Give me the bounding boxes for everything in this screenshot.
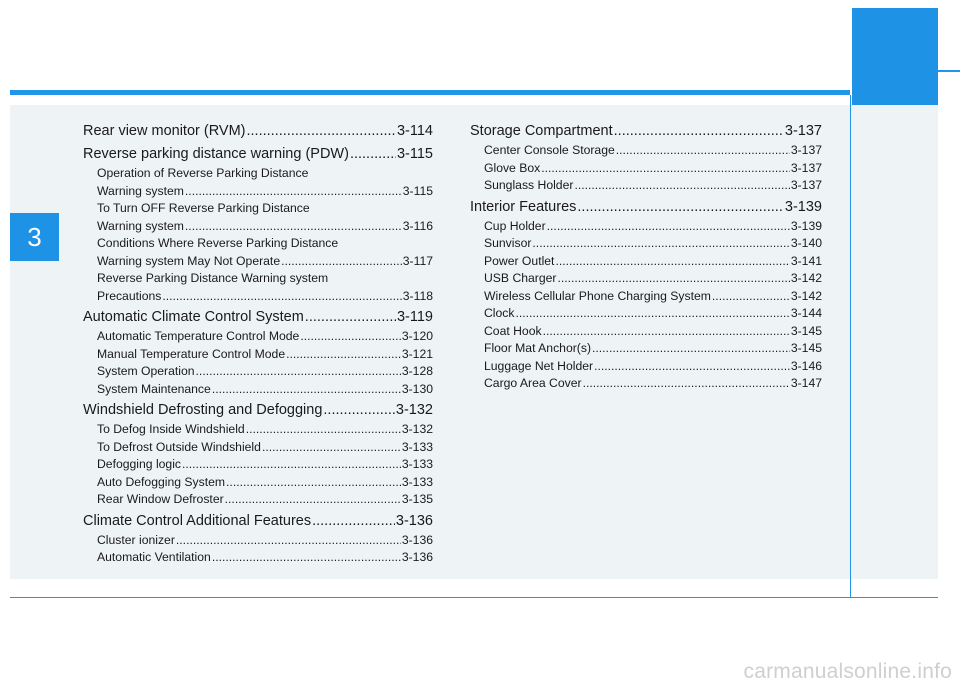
toc-entry-label: Rear view monitor (RVM) — [83, 123, 246, 139]
dot-leader — [547, 218, 790, 236]
toc-entry-label: Auto Defogging System — [97, 474, 226, 489]
dot-leader — [281, 253, 402, 271]
toc-entry-label-line: Conditions Where Reverse Parking Distance — [97, 236, 339, 250]
dot-leader — [557, 270, 789, 288]
dot-leader — [541, 160, 790, 178]
dot-leader — [592, 340, 790, 358]
dot-leader — [532, 235, 789, 253]
toc-left-column — [83, 121, 433, 567]
toc-page-number: 3-118 — [402, 288, 433, 303]
dot-leader — [226, 474, 401, 492]
toc-entry-label: Rear Window Defroster — [97, 492, 224, 506]
toc-page-number: 3-132 — [395, 402, 433, 418]
toc-page-number: 3-145 — [790, 341, 822, 355]
toc-subsection-entry[interactable] — [470, 142, 822, 160]
toc-entry-label: Wireless Cellular Phone Charging System — [484, 288, 711, 303]
toc-entry-label: Clock — [484, 306, 515, 320]
toc-page-number: 3-137 — [790, 160, 822, 175]
toc-entry-label: Interior Features — [470, 198, 577, 215]
toc-page-number: 3-117 — [402, 253, 433, 268]
toc-entry-label: To Defrost Outside Windshield — [97, 439, 261, 454]
toc-entry-label: Automatic Temperature Control Mode — [97, 329, 300, 343]
vertical-rule — [850, 95, 851, 598]
toc-entry-label: Climate Control Additional Features — [83, 512, 312, 529]
toc-page-number: 3-128 — [401, 364, 433, 378]
toc-subsection-entry[interactable] — [470, 177, 822, 195]
toc-subsection-entry[interactable] — [83, 456, 433, 474]
toc-entry-label: Storage Compartment — [470, 123, 613, 139]
toc-page-number: 3-136 — [401, 550, 433, 564]
toc-right-column — [470, 121, 822, 393]
toc-page-number: 3-115 — [396, 146, 433, 162]
dot-leader — [225, 491, 401, 509]
toc-page-number: 3-145 — [790, 323, 822, 338]
dot-leader — [543, 323, 790, 341]
dot-leader — [196, 363, 401, 381]
toc-entry-label: To Defog Inside Windshield — [97, 422, 245, 436]
toc-subsection-entry[interactable] — [470, 288, 822, 306]
dot-leader — [185, 218, 402, 236]
toc-entry-label-line: To Turn OFF Reverse Parking Distance — [97, 201, 310, 215]
toc-page-number: 3-130 — [401, 381, 433, 396]
toc-subsection-entry[interactable] — [470, 375, 822, 393]
dot-leader — [594, 358, 790, 376]
toc-page-number: 3-144 — [790, 306, 822, 320]
toc-entry-label-line: Reverse Parking Distance Warning system — [97, 271, 329, 285]
dot-leader — [305, 307, 396, 328]
toc-subsection-entry[interactable] — [83, 288, 433, 306]
toc-entry-label: Coat Hook — [484, 323, 542, 338]
toc-page-number: 3-137 — [790, 178, 822, 192]
dot-leader — [574, 177, 789, 195]
dot-leader — [577, 197, 784, 218]
dot-leader — [614, 121, 784, 142]
dot-leader — [247, 121, 396, 142]
dot-leader — [583, 375, 790, 393]
toc-page-number: 3-139 — [784, 198, 822, 215]
toc-subsection-entry[interactable] — [83, 549, 433, 567]
toc-subsection-entry[interactable] — [470, 323, 822, 341]
toc-section-entry[interactable] — [470, 121, 822, 142]
toc-entry-label: Precautions — [97, 288, 162, 303]
toc-subsection-entry[interactable] — [83, 491, 433, 509]
bottom-rule — [10, 597, 938, 598]
top-rule — [10, 90, 850, 95]
toc-entry-label: Cluster ionizer — [97, 532, 175, 547]
toc-entry-label: Defogging logic — [97, 457, 182, 471]
toc-subsection-entry[interactable] — [470, 160, 822, 178]
toc-page-number: 3-133 — [401, 457, 433, 471]
dot-leader — [185, 183, 402, 201]
toc-entry-label: System Maintenance — [97, 381, 211, 396]
toc-subsection-entry[interactable] — [470, 235, 822, 253]
toc-page-number: 3-133 — [401, 474, 433, 489]
toc-entry-label: Floor Mat Anchor(s) — [484, 341, 592, 355]
toc-subsection-entry[interactable] — [470, 358, 822, 376]
toc-entry-label: Cup Holder — [484, 218, 546, 233]
toc-page-number: 3-146 — [790, 358, 822, 373]
dot-leader — [555, 253, 789, 271]
toc-page-number: 3-135 — [401, 492, 433, 506]
chapter-tab-block — [852, 8, 938, 109]
toc-section-entry[interactable] — [83, 121, 433, 142]
dot-leader — [286, 346, 401, 364]
toc-entry-label-line: Operation of Reverse Parking Distance — [97, 166, 309, 180]
dot-leader — [182, 456, 401, 474]
toc-page-number: 3-114 — [396, 123, 433, 139]
toc-entry-label: Windshield Defrosting and Defogging — [83, 402, 323, 418]
toc-entry-label: System Operation — [97, 364, 195, 378]
toc-page-number: 3-115 — [402, 183, 433, 198]
watermark: carmanualsonline.info — [743, 660, 952, 683]
toc-entry-label: Automatic Climate Control System — [83, 309, 304, 325]
toc-entry-label: Automatic Ventilation — [97, 550, 211, 564]
toc-entry-label: Center Console Storage — [484, 143, 615, 157]
toc-subsection-entry[interactable] — [83, 218, 433, 236]
dot-leader — [300, 328, 401, 346]
toc-entry-label: Sunglass Holder — [484, 178, 574, 192]
toc-page-number: 3-121 — [401, 346, 433, 361]
toc-subsection-entry[interactable] — [83, 532, 433, 550]
side-rule — [938, 70, 960, 72]
toc-subsection-entry[interactable] — [83, 421, 433, 439]
toc-page-number: 3-119 — [396, 309, 433, 325]
chapter-number-badge: 3 — [10, 213, 59, 261]
dot-leader — [350, 144, 396, 165]
dot-leader — [616, 142, 790, 160]
dot-leader — [246, 421, 401, 439]
toc-subsection-entry[interactable] — [470, 340, 822, 358]
toc-section-entry[interactable] — [83, 511, 433, 532]
toc-subsection-entry[interactable] — [470, 253, 822, 271]
toc-section-entry[interactable] — [470, 197, 822, 218]
toc-subsection-entry[interactable] — [83, 439, 433, 457]
toc-page-number: 3-141 — [790, 253, 822, 268]
toc-subsection-entry[interactable] — [83, 363, 433, 381]
toc-entry-label: USB Charger — [484, 271, 557, 285]
toc-page-number: 3-136 — [401, 532, 433, 547]
toc-page-number: 3-120 — [401, 329, 433, 343]
toc-subsection-entry[interactable] — [83, 183, 433, 201]
toc-entry-label: Warning system — [97, 218, 184, 233]
toc-page-number: 3-147 — [790, 376, 822, 390]
toc-entry-label: Cargo Area Cover — [484, 376, 582, 390]
toc-section-entry[interactable] — [83, 144, 433, 165]
toc-subsection-entry[interactable] — [470, 270, 822, 288]
dot-leader — [323, 400, 395, 421]
toc-entry-label: Glove Box — [484, 160, 541, 175]
toc-subsection-entry[interactable] — [83, 474, 433, 492]
toc-page-number: 3-116 — [402, 218, 433, 233]
toc-section-entry[interactable] — [83, 400, 433, 421]
dot-leader — [162, 288, 401, 306]
toc-page-number: 3-133 — [401, 439, 433, 454]
toc-subsection-entry[interactable] — [83, 328, 433, 346]
toc-subsection-entry[interactable] — [83, 381, 433, 399]
dot-leader — [212, 381, 401, 399]
toc-page-number: 3-137 — [784, 123, 822, 139]
toc-entry-label: Manual Temperature Control Mode — [97, 346, 286, 361]
toc-entry-label: Luggage Net Holder — [484, 358, 594, 373]
toc-entry-label: Reverse parking distance warning (PDW) — [83, 146, 349, 162]
dot-leader — [515, 305, 789, 323]
dot-leader — [312, 511, 395, 532]
dot-leader — [712, 288, 790, 306]
toc-entry-label: Power Outlet — [484, 253, 555, 268]
toc-subsection-entry[interactable] — [470, 305, 822, 323]
toc-page-number: 3-136 — [395, 512, 433, 529]
dot-leader — [262, 439, 401, 457]
toc-subsection-entry[interactable] — [470, 218, 822, 236]
toc-page-number: 3-140 — [790, 236, 822, 250]
toc-page-number: 3-137 — [790, 143, 822, 157]
toc-subsection-entry[interactable] — [83, 346, 433, 364]
toc-subsection-entry[interactable] — [83, 253, 433, 271]
toc-entry-label: Warning system — [97, 183, 184, 198]
toc-entry-label: Warning system May Not Operate — [97, 253, 281, 268]
toc-page-number: 3-132 — [401, 422, 433, 436]
toc-page-number: 3-142 — [790, 271, 822, 285]
toc-entry-label: Sunvisor — [484, 236, 532, 250]
dot-leader — [176, 532, 401, 550]
dot-leader — [212, 549, 401, 567]
toc-section-entry[interactable] — [83, 307, 433, 328]
toc-page-number: 3-139 — [790, 218, 822, 233]
toc-page-number: 3-142 — [790, 288, 822, 303]
